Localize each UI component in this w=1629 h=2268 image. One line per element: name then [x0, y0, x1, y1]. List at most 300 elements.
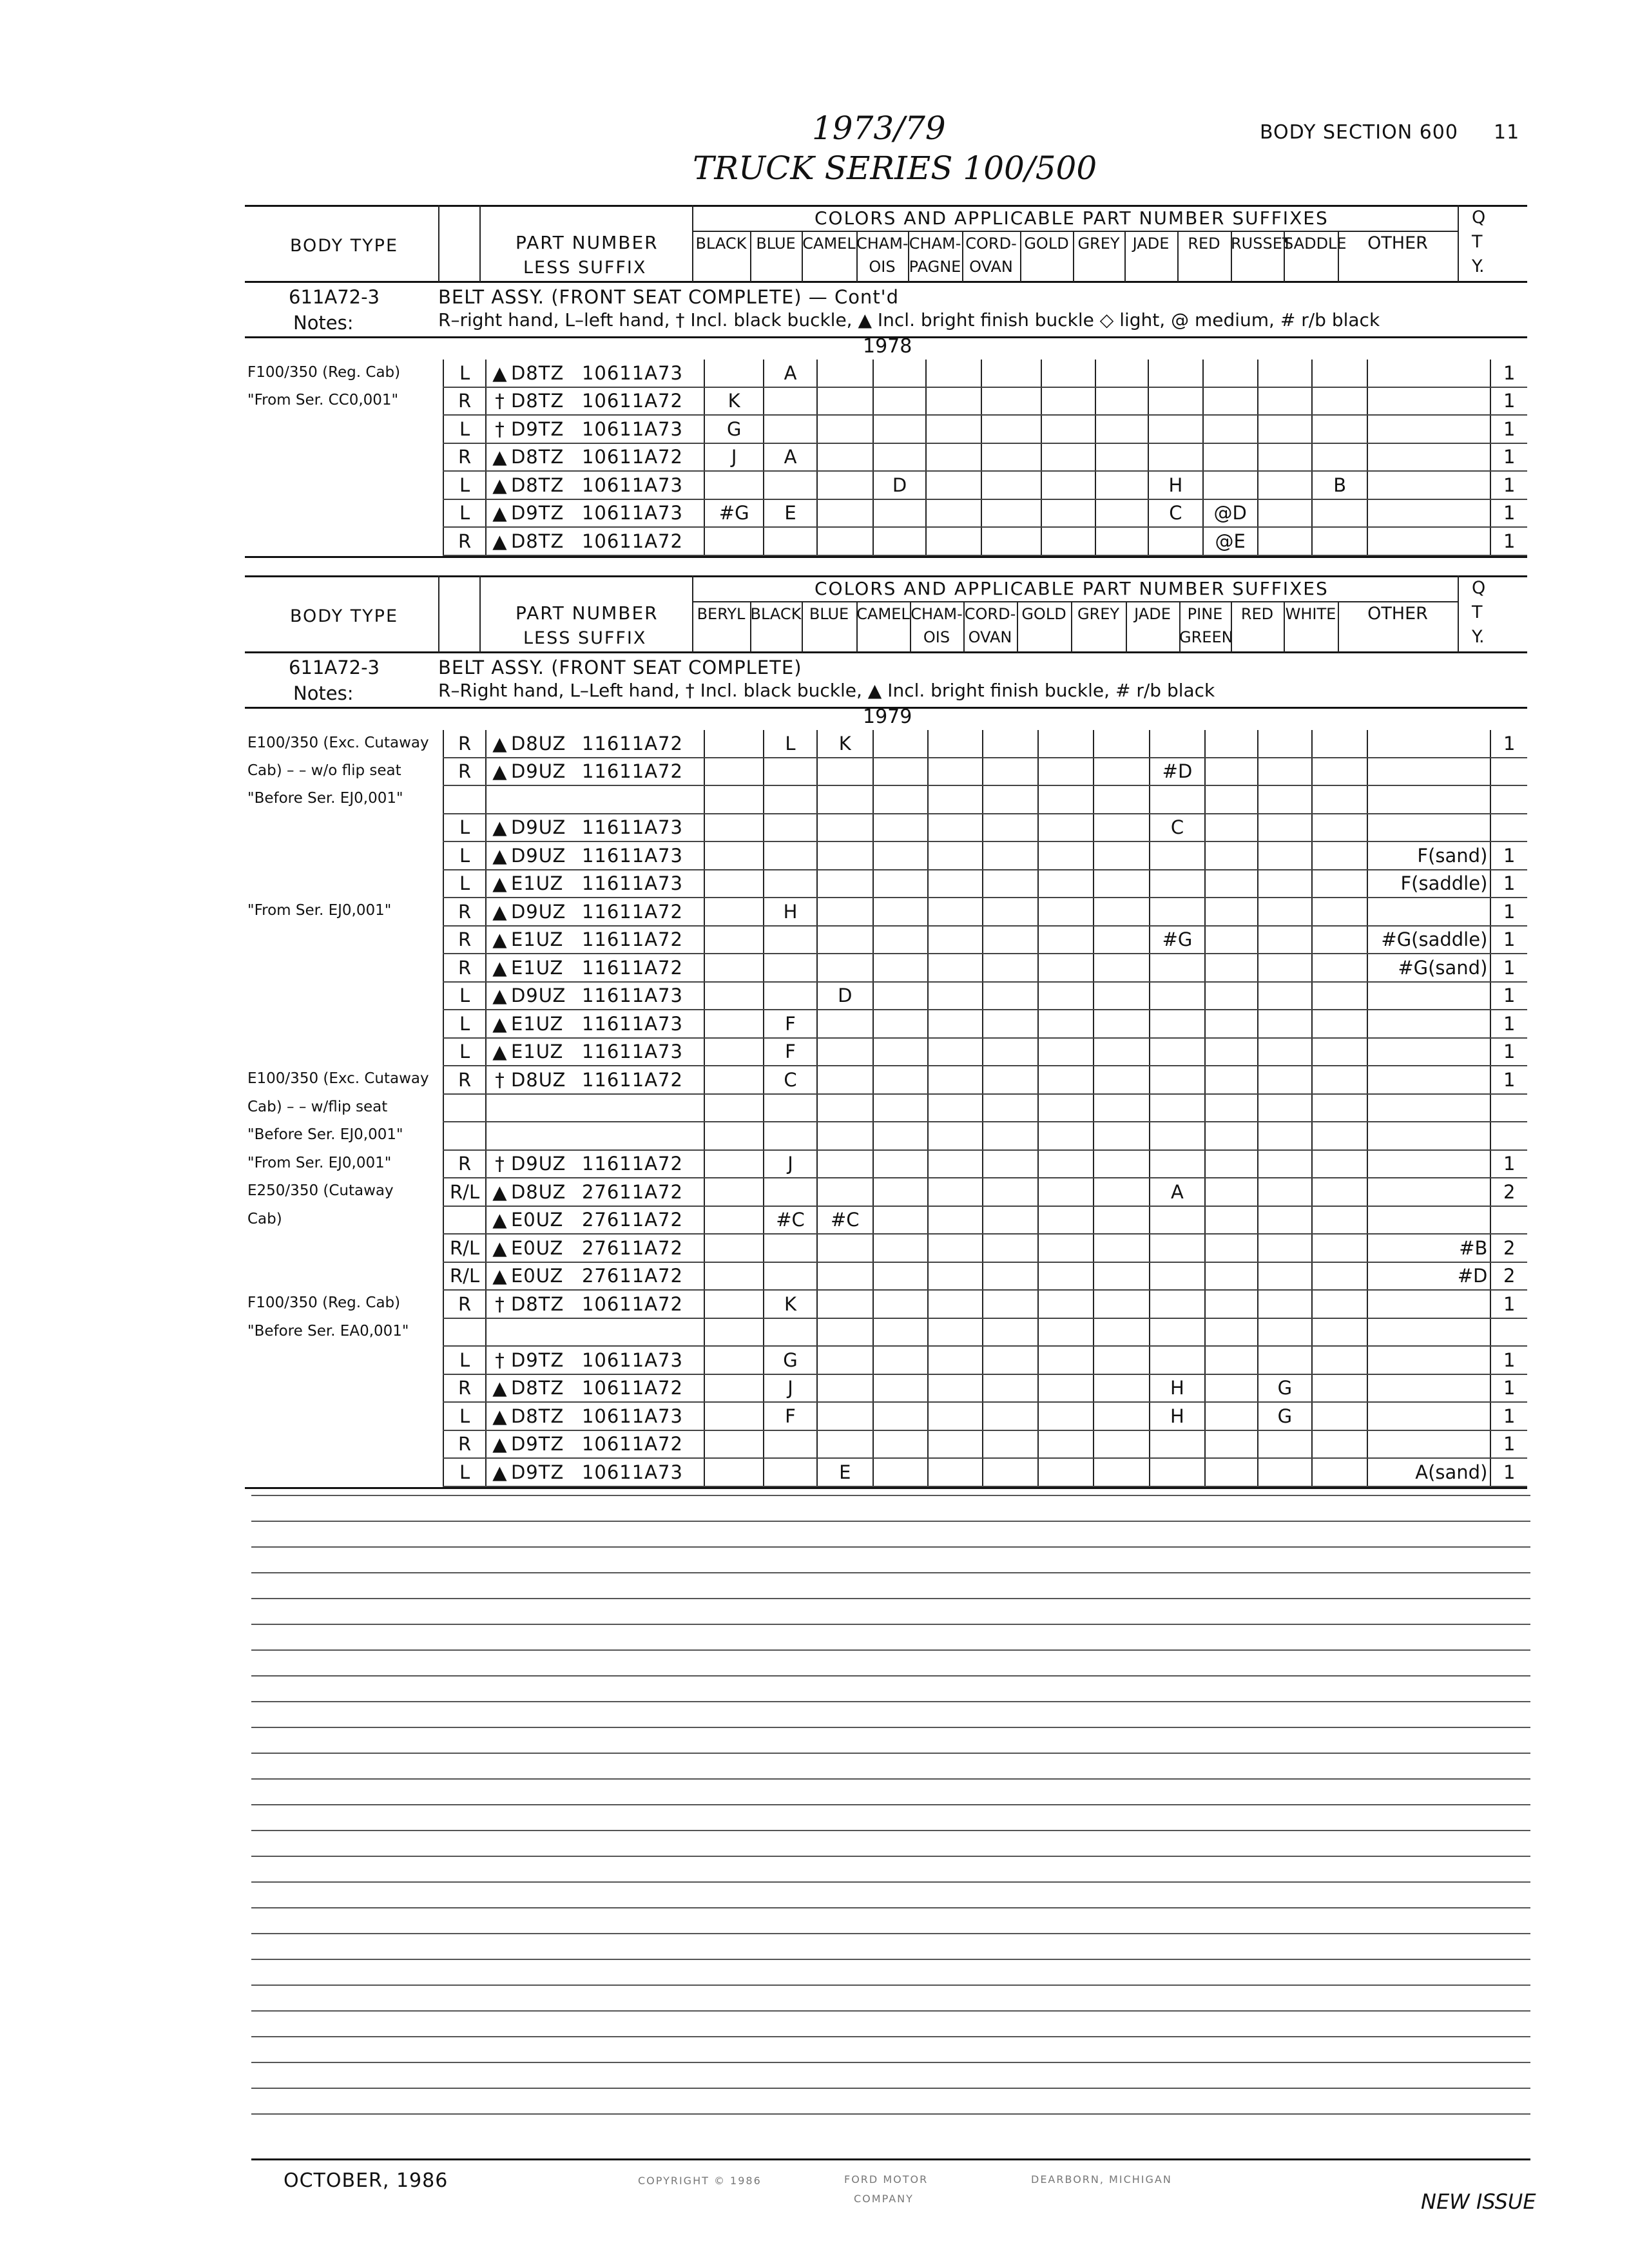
buckle-symbol: †: [495, 1293, 505, 1315]
suffix-cell: [1148, 360, 1202, 387]
suffix-cell: [873, 415, 926, 443]
suffix-cell: [1038, 1430, 1094, 1459]
table-row: [245, 1066, 1527, 1094]
color-column-header: CHAM-: [911, 605, 963, 623]
part-prefix: D9TZ: [510, 1433, 564, 1456]
suffix-cell: [1041, 499, 1095, 528]
suffix-cell: [764, 1318, 816, 1347]
part-prefix: D8TZ: [510, 1377, 564, 1399]
suffix-cell: J: [764, 1150, 816, 1178]
suffix-cell: [1150, 982, 1204, 1010]
suffix-cell: [1094, 730, 1150, 758]
suffix-cell: [1094, 1234, 1150, 1262]
table-row: [245, 1318, 1527, 1347]
suffix-cell: [1150, 1038, 1204, 1066]
ruled-line: [251, 1881, 1530, 1883]
suffix-cell: [983, 1150, 1037, 1178]
suffix-cell: [926, 415, 981, 443]
ruled-line: [251, 1959, 1530, 1960]
divider: [438, 205, 439, 282]
buckle-symbol: ▲: [492, 1180, 508, 1203]
suffix-cell: [1094, 1150, 1150, 1178]
suffix-cell: [873, 1262, 928, 1291]
color-column-header: BLUE: [756, 235, 796, 253]
part-prefix: D9UZ: [510, 1153, 566, 1175]
suffix-cell: [1258, 898, 1312, 926]
qty-cell: 1: [1490, 443, 1527, 472]
table-row: [245, 1178, 1527, 1206]
suffix-cell: [817, 1010, 873, 1038]
part-base: 10611A72: [581, 1433, 683, 1456]
suffix-cell: [1038, 1038, 1094, 1066]
buckle-symbol: ▲: [492, 732, 508, 754]
ruled-line: [251, 1778, 1530, 1780]
suffix-cell: [1367, 814, 1490, 842]
ruled-line: [251, 2036, 1530, 2037]
suffix-cell: [1150, 1010, 1204, 1038]
suffix-cell: [1258, 1206, 1312, 1235]
part-prefix: D9UZ: [510, 844, 566, 867]
body-type-cell: Cab) – – w/o flip seat: [247, 762, 401, 779]
qty-cell: 1: [1490, 471, 1527, 499]
suffix-cell: [1312, 785, 1367, 814]
suffix-cell: [1258, 1290, 1312, 1318]
suffix-cell: [928, 1402, 983, 1430]
qty-cell: [1490, 1094, 1527, 1122]
suffix-cell: [1094, 1122, 1150, 1150]
suffix-cell: [1312, 1010, 1367, 1038]
suffix-cell: [817, 1290, 873, 1318]
suffix-cell: L: [764, 730, 816, 758]
suffix-cell: [1150, 1150, 1204, 1178]
part-number-cell: [486, 982, 704, 1010]
suffix-cell: [873, 814, 928, 842]
suffix-cell: [926, 499, 981, 528]
suffix-cell: [817, 471, 873, 499]
suffix-cell: [1038, 730, 1094, 758]
suffix-cell: [928, 926, 983, 954]
side-cell: R/L: [443, 1262, 486, 1291]
suffix-cell: [1203, 387, 1258, 416]
suffix-cell: [1205, 1010, 1258, 1038]
qty-cell: [1490, 758, 1527, 786]
suffix-cell: [1094, 1094, 1150, 1122]
suffix-cell: [1094, 1458, 1150, 1486]
suffix-cell: [1367, 898, 1490, 926]
body-type-cell: [245, 1458, 443, 1486]
footer-rule: [251, 2158, 1530, 2160]
color-column-header: GOLD: [1021, 605, 1066, 623]
suffix-cell: [1150, 1318, 1204, 1347]
suffix-cell: A: [764, 360, 816, 387]
suffix-cell: D: [873, 471, 926, 499]
color-column-header: CORD-: [964, 605, 1016, 623]
suffix-cell: [926, 471, 981, 499]
qty-cell: [1490, 1206, 1527, 1235]
part-prefix: D8TZ: [510, 1293, 564, 1315]
part-prefix: E1UZ: [510, 1041, 564, 1063]
suffix-cell: [764, 785, 816, 814]
suffix-cell: [1312, 730, 1367, 758]
part-prefix: D9UZ: [510, 816, 566, 839]
suffix-cell: [1094, 926, 1150, 954]
suffix-cell: C: [764, 1066, 816, 1094]
suffix-cell: [1094, 1374, 1150, 1403]
color-column-header: GREY: [1077, 235, 1120, 253]
qty-cell: 1: [1490, 1150, 1527, 1178]
less-suffix-header: LESS SUFFIX: [523, 258, 647, 278]
body-type-cell: [245, 443, 443, 472]
color-column-header: RED: [1188, 235, 1220, 253]
side-cell: R: [443, 730, 486, 758]
suffix-cell: [1150, 954, 1204, 982]
qty-cell: 2: [1490, 1234, 1527, 1262]
part-base: 11611A73: [581, 844, 683, 867]
suffix-cell: [983, 926, 1037, 954]
ruled-line: [251, 1984, 1530, 1986]
qty-cell: 1: [1490, 1066, 1527, 1094]
suffix-cell: [764, 954, 816, 982]
part-number-cell: [486, 1234, 704, 1262]
suffix-cell: [704, 1458, 764, 1486]
suffix-cell: [764, 814, 816, 842]
footer-company-line2: COMPANY: [854, 2193, 914, 2205]
buckle-symbol: ▲: [492, 1209, 508, 1231]
suffix-cell: [873, 1206, 928, 1235]
table-row: [245, 1010, 1527, 1038]
part-number-cell: [486, 1094, 704, 1122]
suffix-cell: [1095, 499, 1148, 528]
suffix-cell: [928, 898, 983, 926]
suffix-cell: [981, 499, 1041, 528]
body-type-cell: [245, 1038, 443, 1066]
suffix-cell: [1205, 1290, 1258, 1318]
suffix-cell: [817, 1430, 873, 1459]
suffix-cell: #G(saddle): [1367, 926, 1490, 954]
part-number-cell: [486, 1038, 704, 1066]
suffix-cell: [1205, 1430, 1258, 1459]
colors-header-rule: [692, 231, 1458, 232]
color-column-header: PINE: [1187, 605, 1223, 623]
suffix-cell: [1038, 1374, 1094, 1403]
part-number-header: PART NUMBER: [516, 232, 659, 253]
suffix-cell: [1038, 898, 1094, 926]
suffix-cell: [817, 1094, 873, 1122]
suffix-cell: G: [764, 1346, 816, 1374]
suffix-cell: [1205, 870, 1258, 898]
qty-cell: 2: [1490, 1178, 1527, 1206]
divider: [479, 575, 481, 653]
qty-cell: 1: [1490, 527, 1527, 555]
part-base: 10611A73: [581, 1461, 683, 1483]
color-column-header: CORD-: [965, 235, 1017, 253]
suffix-cell: A: [764, 443, 816, 472]
suffix-cell: [983, 1430, 1037, 1459]
color-column-header: BERYL: [697, 605, 746, 623]
suffix-cell: [873, 730, 928, 758]
part-base: 11611A72: [581, 760, 683, 783]
table-row: [245, 360, 1527, 387]
body-type-cell: Cab) – – w/flip seat: [247, 1098, 388, 1115]
suffix-cell: [764, 1262, 816, 1291]
suffix-cell: [817, 758, 873, 786]
suffix-cell: [873, 1178, 928, 1206]
body-type-cell: [245, 1010, 443, 1038]
buckle-symbol: ▲: [492, 900, 508, 923]
suffix-cell: J: [704, 443, 764, 472]
suffix-cell: [1205, 898, 1258, 926]
part-base: 11611A73: [581, 872, 683, 895]
suffix-cell: [981, 415, 1041, 443]
side-cell: R: [443, 926, 486, 954]
suffix-cell: [1205, 1318, 1258, 1347]
suffix-cell: [817, 1374, 873, 1403]
suffix-cell: [764, 1094, 816, 1122]
suffix-cell: [704, 926, 764, 954]
body-type-cell: [245, 841, 443, 870]
suffix-cell: [1312, 443, 1367, 472]
suffix-cell: [1367, 527, 1490, 555]
ruled-line: [251, 1624, 1530, 1625]
header-top-rule: [245, 205, 1527, 207]
body-type-cell: "From Ser. CC0,001": [247, 391, 399, 408]
year-label: 1979: [863, 706, 912, 728]
suffix-cell: [1258, 814, 1312, 842]
color-column-header: CAMEL: [802, 235, 856, 253]
suffix-cell: [1312, 1290, 1367, 1318]
suffix-cell: [873, 1374, 928, 1403]
suffix-cell: [873, 443, 926, 472]
suffix-cell: [1312, 1094, 1367, 1122]
suffix-cell: [983, 1094, 1037, 1122]
suffix-cell: [1312, 1262, 1367, 1291]
suffix-cell: [1094, 1346, 1150, 1374]
suffix-cell: [873, 387, 926, 416]
suffix-cell: [1312, 1122, 1367, 1150]
suffix-cell: [983, 814, 1037, 842]
section-label: BODY SECTION 600: [1260, 121, 1458, 144]
suffix-cell: [817, 1234, 873, 1262]
suffix-cell: [817, 1066, 873, 1094]
suffix-cell: [817, 527, 873, 555]
suffix-cell: [1038, 1346, 1094, 1374]
suffix-cell: [1258, 1122, 1312, 1150]
suffix-cell: D: [817, 982, 873, 1010]
suffix-cell: [983, 1010, 1037, 1038]
suffix-cell: [764, 982, 816, 1010]
table-row: [245, 1458, 1527, 1486]
suffix-cell: [1312, 758, 1367, 786]
suffix-cell: [1367, 1150, 1490, 1178]
table-row: [245, 1150, 1527, 1178]
qty-header: T: [1472, 232, 1483, 252]
suffix-cell: [817, 1262, 873, 1291]
suffix-cell: [928, 814, 983, 842]
side-cell: [443, 1318, 486, 1347]
suffix-cell: [1150, 1094, 1204, 1122]
table-row: [245, 954, 1527, 982]
suffix-cell: [1258, 1010, 1312, 1038]
suffix-cell: [704, 898, 764, 926]
side-cell: L: [443, 1010, 486, 1038]
suffix-cell: [926, 387, 981, 416]
suffix-cell: [873, 841, 928, 870]
suffix-cell: [1038, 982, 1094, 1010]
suffix-cell: [1258, 926, 1312, 954]
part-number-cell: [486, 360, 704, 387]
suffix-cell: [1312, 360, 1367, 387]
suffix-cell: [928, 785, 983, 814]
suffix-cell: [1367, 730, 1490, 758]
part-prefix: E0UZ: [510, 1209, 564, 1231]
suffix-cell: [817, 785, 873, 814]
suffix-cell: [1094, 1178, 1150, 1206]
suffix-cell: F(saddle): [1367, 870, 1490, 898]
suffix-cell: [1205, 1346, 1258, 1374]
suffix-cell: [1312, 870, 1367, 898]
buckle-symbol: ▲: [492, 1433, 508, 1456]
color-column-header: SADDLE: [1284, 235, 1347, 253]
ruled-line: [251, 2088, 1530, 2089]
suffix-cell: [1205, 1262, 1258, 1291]
side-cell: L: [443, 870, 486, 898]
suffix-cell: [1038, 1066, 1094, 1094]
table-row: [245, 1262, 1527, 1291]
suffix-cell: [1038, 1402, 1094, 1430]
body-type-cell: Cab): [247, 1210, 282, 1227]
part-prefix: E1UZ: [510, 928, 564, 951]
buckle-symbol: ▲: [492, 760, 508, 783]
body-type-cell: E100/350 (Exc. Cutaway: [247, 735, 429, 751]
suffix-cell: [817, 1318, 873, 1347]
side-cell: R: [443, 1066, 486, 1094]
qty-header: Y.: [1472, 256, 1485, 276]
divider: [479, 205, 481, 282]
suffix-cell: [1367, 758, 1490, 786]
suffix-cell: [1258, 499, 1312, 528]
qty-cell: 1: [1490, 870, 1527, 898]
body-type-cell: F100/350 (Reg. Cab): [247, 364, 401, 381]
suffix-cell: [1205, 1094, 1258, 1122]
part-prefix: D8UZ: [510, 732, 566, 754]
part-prefix: D9TZ: [510, 502, 564, 524]
suffix-cell: [873, 1010, 928, 1038]
suffix-cell: G: [1258, 1402, 1312, 1430]
suffix-cell: K: [817, 730, 873, 758]
part-number-cell: [486, 1122, 704, 1150]
body-type-cell: [245, 415, 443, 443]
part-prefix: D9TZ: [510, 418, 564, 440]
suffix-cell: [1367, 1402, 1490, 1430]
suffix-cell: [704, 1150, 764, 1178]
part-base: 11611A72: [581, 732, 683, 754]
side-cell: L: [443, 1458, 486, 1486]
suffix-cell: [983, 841, 1037, 870]
suffix-cell: [1367, 1010, 1490, 1038]
suffix-cell: [1367, 1430, 1490, 1459]
suffix-cell: [764, 387, 816, 416]
part-base: 11611A72: [581, 900, 683, 923]
suffix-cell: [928, 1318, 983, 1347]
suffix-cell: [1038, 841, 1094, 870]
suffix-cell: [983, 1318, 1037, 1347]
table-header: [245, 205, 1527, 282]
suffix-cell: [1095, 443, 1148, 472]
body-type-cell: E100/350 (Exc. Cutaway: [247, 1070, 429, 1087]
side-cell: L: [443, 841, 486, 870]
suffix-cell: [764, 1458, 816, 1486]
suffix-cell: [873, 926, 928, 954]
suffix-cell: [1094, 870, 1150, 898]
suffix-cell: [1312, 1346, 1367, 1374]
color-column-header-line2: GREEN: [1179, 628, 1233, 646]
suffix-cell: [1038, 1094, 1094, 1122]
suffix-cell: [817, 1402, 873, 1430]
suffix-cell: [873, 1066, 928, 1094]
table-bottom-rule: [245, 556, 1527, 558]
suffix-cell: [983, 1066, 1037, 1094]
suffix-cell: [1038, 1122, 1094, 1150]
suffix-cell: [926, 527, 981, 555]
part-number-cell: [486, 1402, 704, 1430]
ruled-line: [251, 1804, 1530, 1805]
suffix-cell: [817, 1178, 873, 1206]
part-number-cell: [486, 730, 704, 758]
notes-text: R–Right hand, L–Left hand, † Incl. black buckle, ▲ Incl. bright finish buckle, # r/b black: [438, 680, 1215, 701]
part-number-cell: [486, 1206, 704, 1235]
table-row: [245, 415, 1527, 443]
suffix-cell: F: [764, 1402, 816, 1430]
part-number-cell: [486, 898, 704, 926]
suffix-cell: [928, 954, 983, 982]
suffix-cell: [764, 841, 816, 870]
color-column-header: JADE: [1132, 235, 1170, 253]
suffix-cell: [1094, 814, 1150, 842]
suffix-cell: #C: [764, 1206, 816, 1235]
suffix-cell: [928, 1290, 983, 1318]
suffix-cell: [1094, 841, 1150, 870]
ruled-line: [251, 1830, 1530, 1831]
suffix-cell: [817, 443, 873, 472]
side-cell: L: [443, 415, 486, 443]
suffix-cell: [1312, 814, 1367, 842]
suffix-cell: [1205, 1038, 1258, 1066]
suffix-cell: [1038, 1318, 1094, 1347]
suffix-cell: F: [764, 1038, 816, 1066]
body-type-cell: "Before Ser. EJ0,001": [247, 1126, 403, 1143]
suffix-cell: #D: [1367, 1262, 1490, 1291]
qty-cell: 2: [1490, 1262, 1527, 1291]
suffix-cell: [1312, 982, 1367, 1010]
suffix-cell: [981, 527, 1041, 555]
part-prefix: E1UZ: [510, 872, 564, 895]
colors-header-rule: [692, 601, 1458, 602]
suffix-cell: [1094, 1430, 1150, 1459]
color-column-header: BLACK: [695, 235, 747, 253]
suffix-cell: [873, 1234, 928, 1262]
color-column-header: BLUE: [809, 605, 849, 623]
side-cell: L: [443, 360, 486, 387]
suffix-cell: [928, 1010, 983, 1038]
suffix-cell: [1150, 870, 1204, 898]
suffix-cell: [1312, 1430, 1367, 1459]
suffix-cell: [928, 841, 983, 870]
suffix-cell: [1150, 898, 1204, 926]
part-base: 11611A73: [581, 1012, 683, 1035]
part-number-cell: [486, 1150, 704, 1178]
suffix-cell: [1205, 1206, 1258, 1235]
suffix-cell: [1094, 982, 1150, 1010]
